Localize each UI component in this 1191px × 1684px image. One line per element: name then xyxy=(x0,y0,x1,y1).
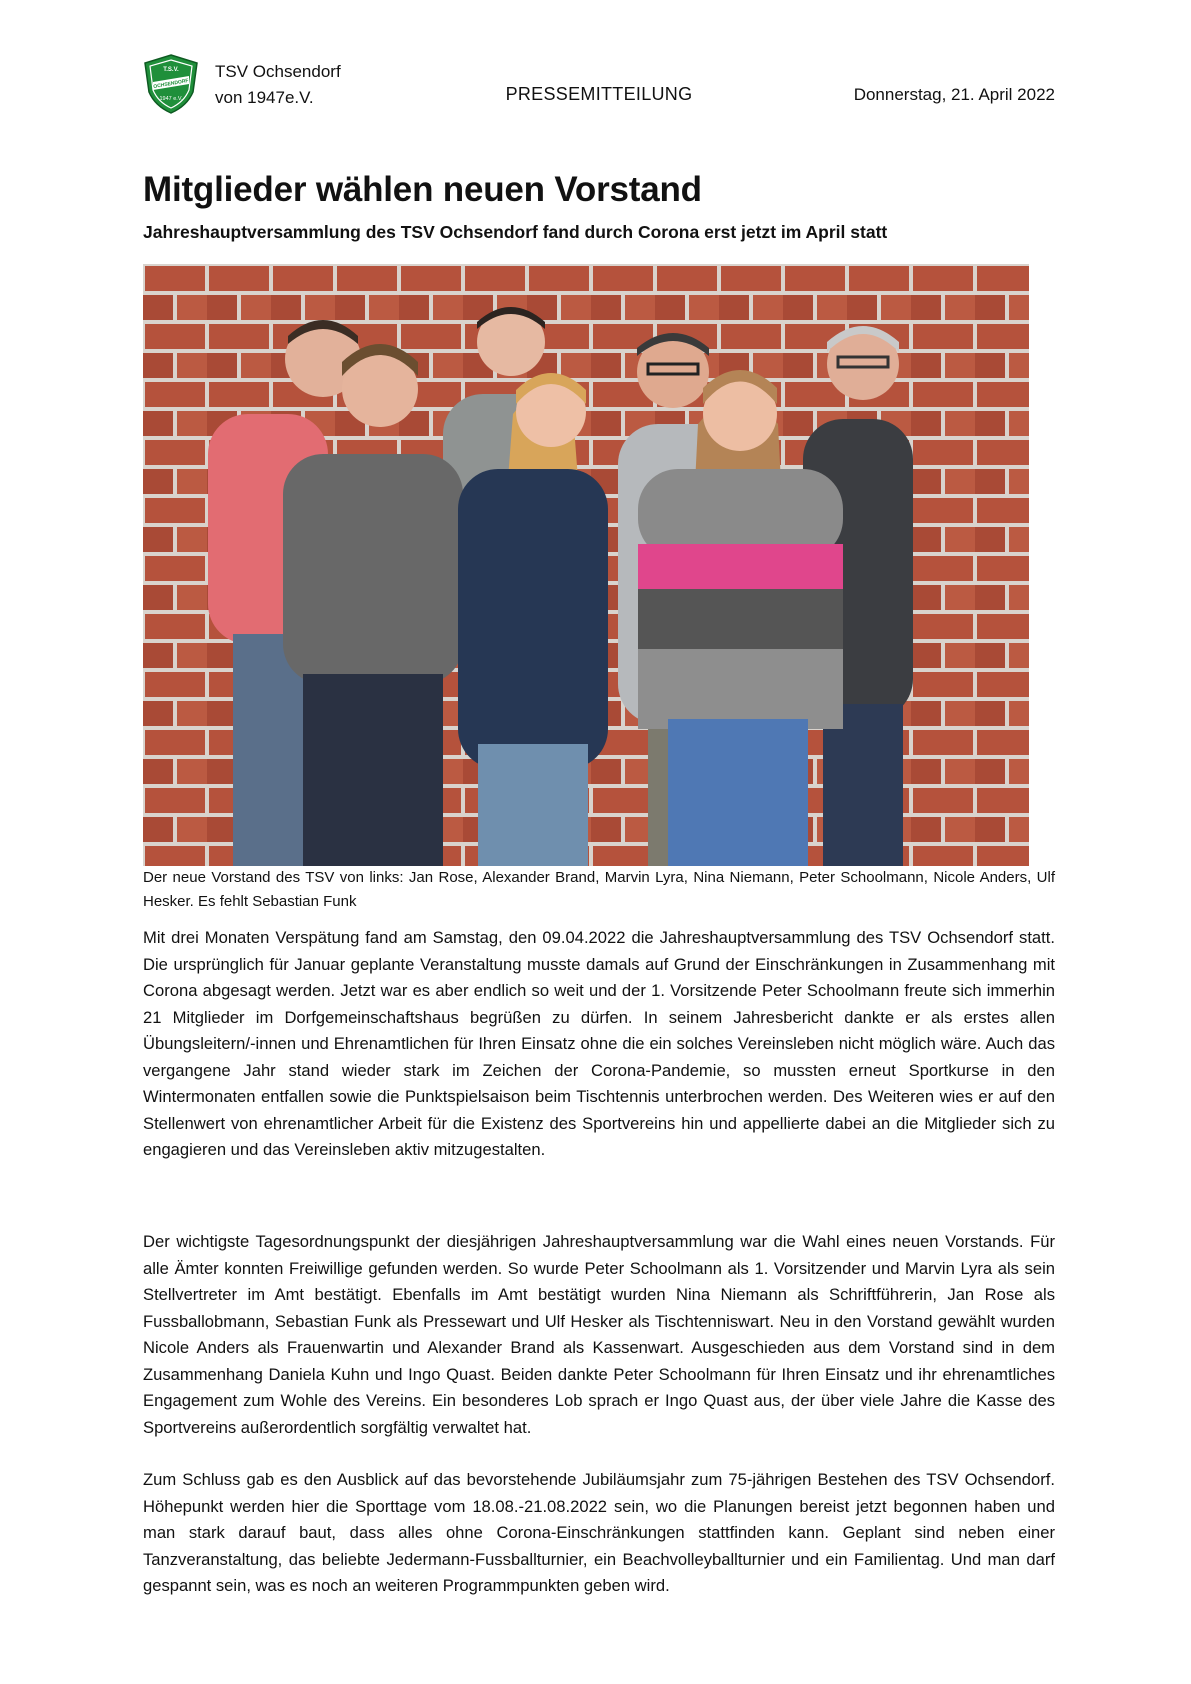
photo-caption: Der neue Vorstand des TSV von links: Jan Rose, Alexander Brand, Marvin Lyra, Nina Niemann, Peter Schoolmann, Nicole Anders, Ulf Hesker. Es fehlt Sebastian Funk xyxy=(143,869,1055,910)
article-paragraph-1: Mit drei Monaten Verspätung fand am Samstag, den 09.04.2022 die Jahreshauptversammlung des TSV Ochsendorf statt. Die ursprünglich für Januar geplante Veranstaltung musste damals auf Grund der Einschränkungen in Zusammenhang mit Corona abgesagt werden. Jetzt war es aber endlich so weit und der 1. Vorsitzende Peter Schoolmann freute sich immerhin 21 Mitglieder im Dorfgemeinschaftshaus begrüßen zu dürfen. In seinem Jahresbericht dankte er als erstes allen Übungsleitern/-innen und Ehrenamtlichen für Ihren Einsatz ohne die ein solches Vereinsleben nicht möglich wäre. Auch das vergangene Jahr stand wieder stark im Zeichen der Corona-Pandemie, so mussten erneut Sportkurse in den Wintermonaten entfallen sowie die Punktspielsaison beim Tischtennis unterbrochen werden. Des Weiteren wies er auf den Stellenwert von ehrenamtlicher Arbeit für die Existenz des Sportvereins hin und appellierte dabei an die Mitglieder sich zu engagieren und das Vereinsleben aktiv mitzugestalten. xyxy=(143,928,1055,1159)
board-group-photo xyxy=(143,264,1029,866)
article-paragraph-3: Zum Schluss gab es den Ausblick auf das bevorstehende Jubiläumsjahr zum 75-jährigen Bestehen des TSV Ochsendorf. Höhepunkt werden hier die Sporttage vom 18.08.-21.08.2022 sein, wo die Planungen bereist jetzt begonnen haben und man stark darauf baut, dass alles ohne Corona-Einschränkungen stattfinden kann. Geplant sind neben einer Tanzveranstaltung, das beliebte Jedermann-Fussballturnier, ein Beachvolleyballturnier und ein Familientag. Und man darf gespannt sein, was es noch an weiteren Programmpunkten geben wird. xyxy=(143,1470,1055,1595)
release-date: Donnerstag, 21. April 2022 xyxy=(853,85,1055,104)
article-title: Mitglieder wählen neuen Vorstand xyxy=(143,170,702,209)
svg-text:1947 e.V.: 1947 e.V. xyxy=(159,96,183,102)
article-paragraph-2: Der wichtigste Tagesordnungspunkt der diesjährigen Jahreshauptversammlung war die Wahl eines neuen Vorstands. Für alle Ämter konnten Freiwillige gefunden werden. So wurde Peter Schoolmann als 1. Vorsitzender und Marvin Lyra als sein Stellvertreter im Amt bestätigt. Ebenfalls im Amt bestätigt wurden Nina Niemann als Schriftführerin, Jan Rose als Fussballobmann, Sebastian Funk als Pressewart und Ulf Hesker als Tischtenniswart. Neu in den Vorstand gewählt wurden Nicole Anders als Frauenwartin und Alexander Brand als Kassenwart. Ausgeschieden aus dem Vorstand sind in dem Zusammenhang Daniela Kuhn und Ingo Quast. Beiden dankte Peter Schoolmann für Ihren Einsatz und ihr ehrenamtliches Engagement zum Wohle des Vereins. Ein besonderes Lob sprach er Ingo Quast aus, der über viele Jahre die Kasse des Sportvereins außerordentlich sorgfältig verwaltet hat. xyxy=(143,1232,1055,1437)
letterhead xyxy=(143,54,1055,114)
article-subtitle: Jahreshauptversammlung des TSV Ochsendorf fand durch Corona erst jetzt im April statt xyxy=(143,222,888,242)
club-name-line1: TSV Ochsendorf xyxy=(215,62,341,81)
svg-text:T.S.V.: T.S.V. xyxy=(163,67,179,73)
club-name-line2: von 1947e.V. xyxy=(215,88,314,107)
document-type-label: PRESSEMITTEILUNG xyxy=(505,84,693,104)
svg-text:OCHSENDORF: OCHSENDORF xyxy=(152,77,190,91)
